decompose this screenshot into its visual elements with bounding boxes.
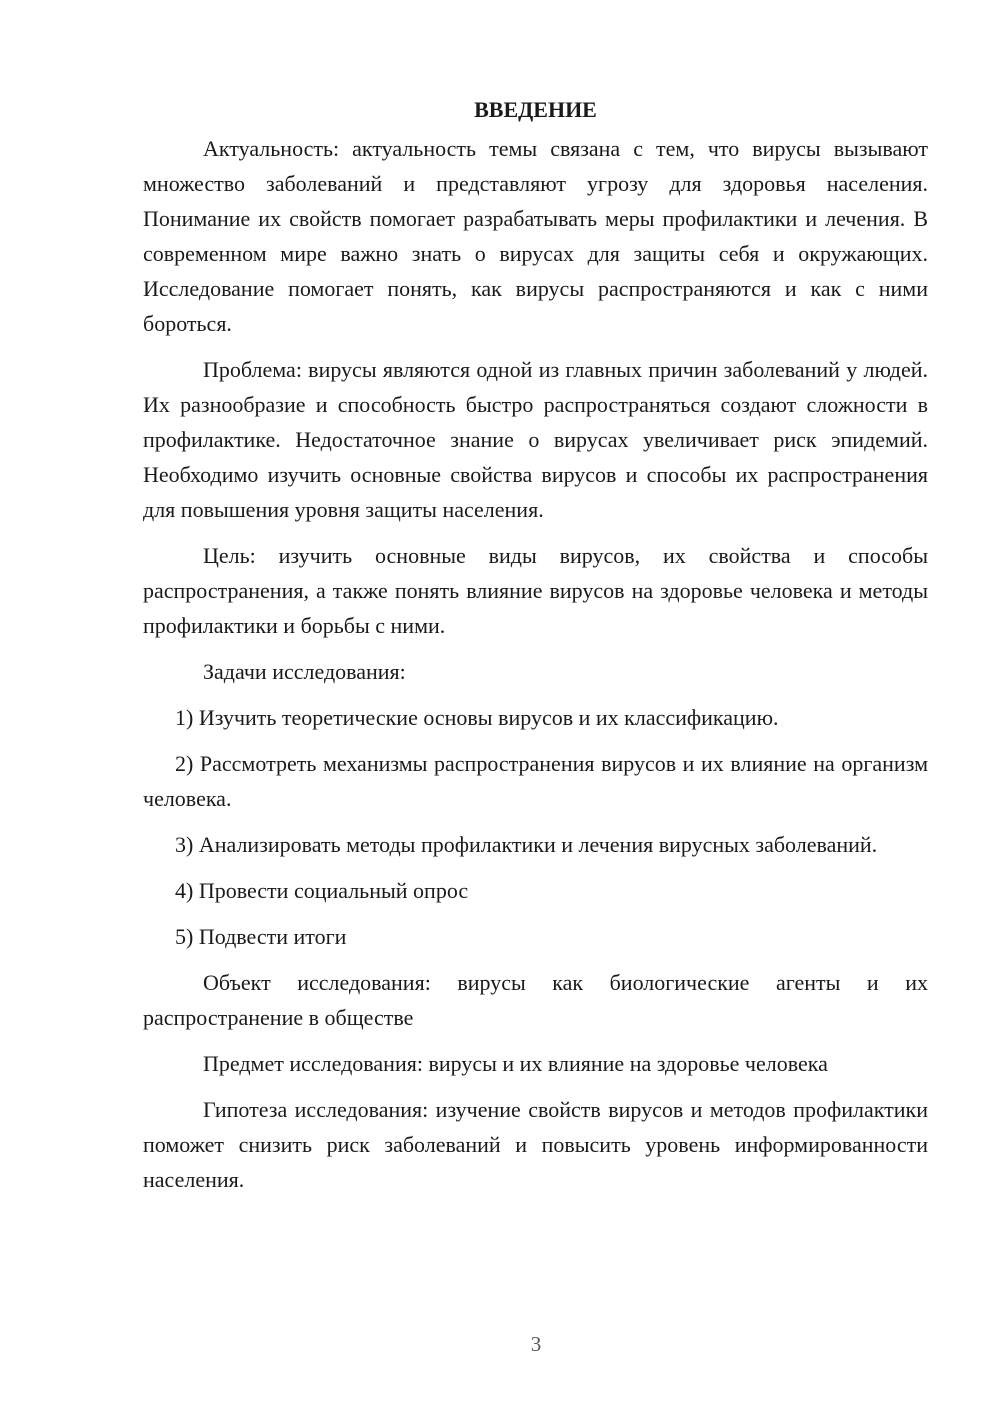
subject-paragraph: Предмет исследования: вирусы и их влияние на здоровье человека	[203, 1051, 828, 1076]
task-item-1: 1) Изучить теоретические основы вирусов и их классификацию.	[175, 705, 779, 730]
document-page	[143, 92, 928, 1208]
problem-paragraph: Проблема: вирусы являются одной из главных причин заболеваний у людей. Их разнообразие и способность быстро распространяться создают сложности в профилактике. Недостаточное знание о вирусах увеличивает риск эпидемий. Необходимо изучить основные свойства вирусов и способы их распространения для повышения уровня защиты населения.	[143, 357, 928, 522]
task-item-4: 4) Провести социальный опрос	[175, 878, 469, 903]
task-item-2: 2) Рассмотреть механизмы распространения вирусов и их влияние на организм человека.	[143, 751, 928, 811]
goal-paragraph: Цель: изучить основные виды вирусов, их свойства и способы распространения, а также понять влияние вирусов на здоровье человека и методы профилактики и борьбы с ними.	[143, 543, 928, 638]
tasks-heading: Задачи исследования:	[203, 659, 406, 684]
page-title: ВВЕДЕНИЕ	[474, 97, 597, 122]
page-number: 3	[530, 1332, 542, 1356]
task-item-5: 5) Подвести итоги	[175, 924, 347, 949]
task-item-3: 3) Анализировать методы профилактики и лечения вирусных заболеваний.	[175, 832, 878, 857]
relevance-paragraph: Актуальность: актуальность темы связана с тем, что вирусы вызывают множество заболеваний и представляют угрозу для здоровья населения. Понимание их свойств помогает разрабатывать меры профилактики и лечения. В современном мире важно знать о вирусах для защиты себя и окружающих. Исследование помогает понять, как вирусы распространяются и как с ними бороться.	[143, 136, 928, 336]
hypothesis-paragraph: Гипотеза исследования: изучение свойств вирусов и методов профилактики поможет снизить риск заболеваний и повысить уровень информированности населения.	[143, 1097, 928, 1192]
object-paragraph: Объект исследования: вирусы как биологические агенты и их распространение в обществе	[143, 970, 928, 1030]
